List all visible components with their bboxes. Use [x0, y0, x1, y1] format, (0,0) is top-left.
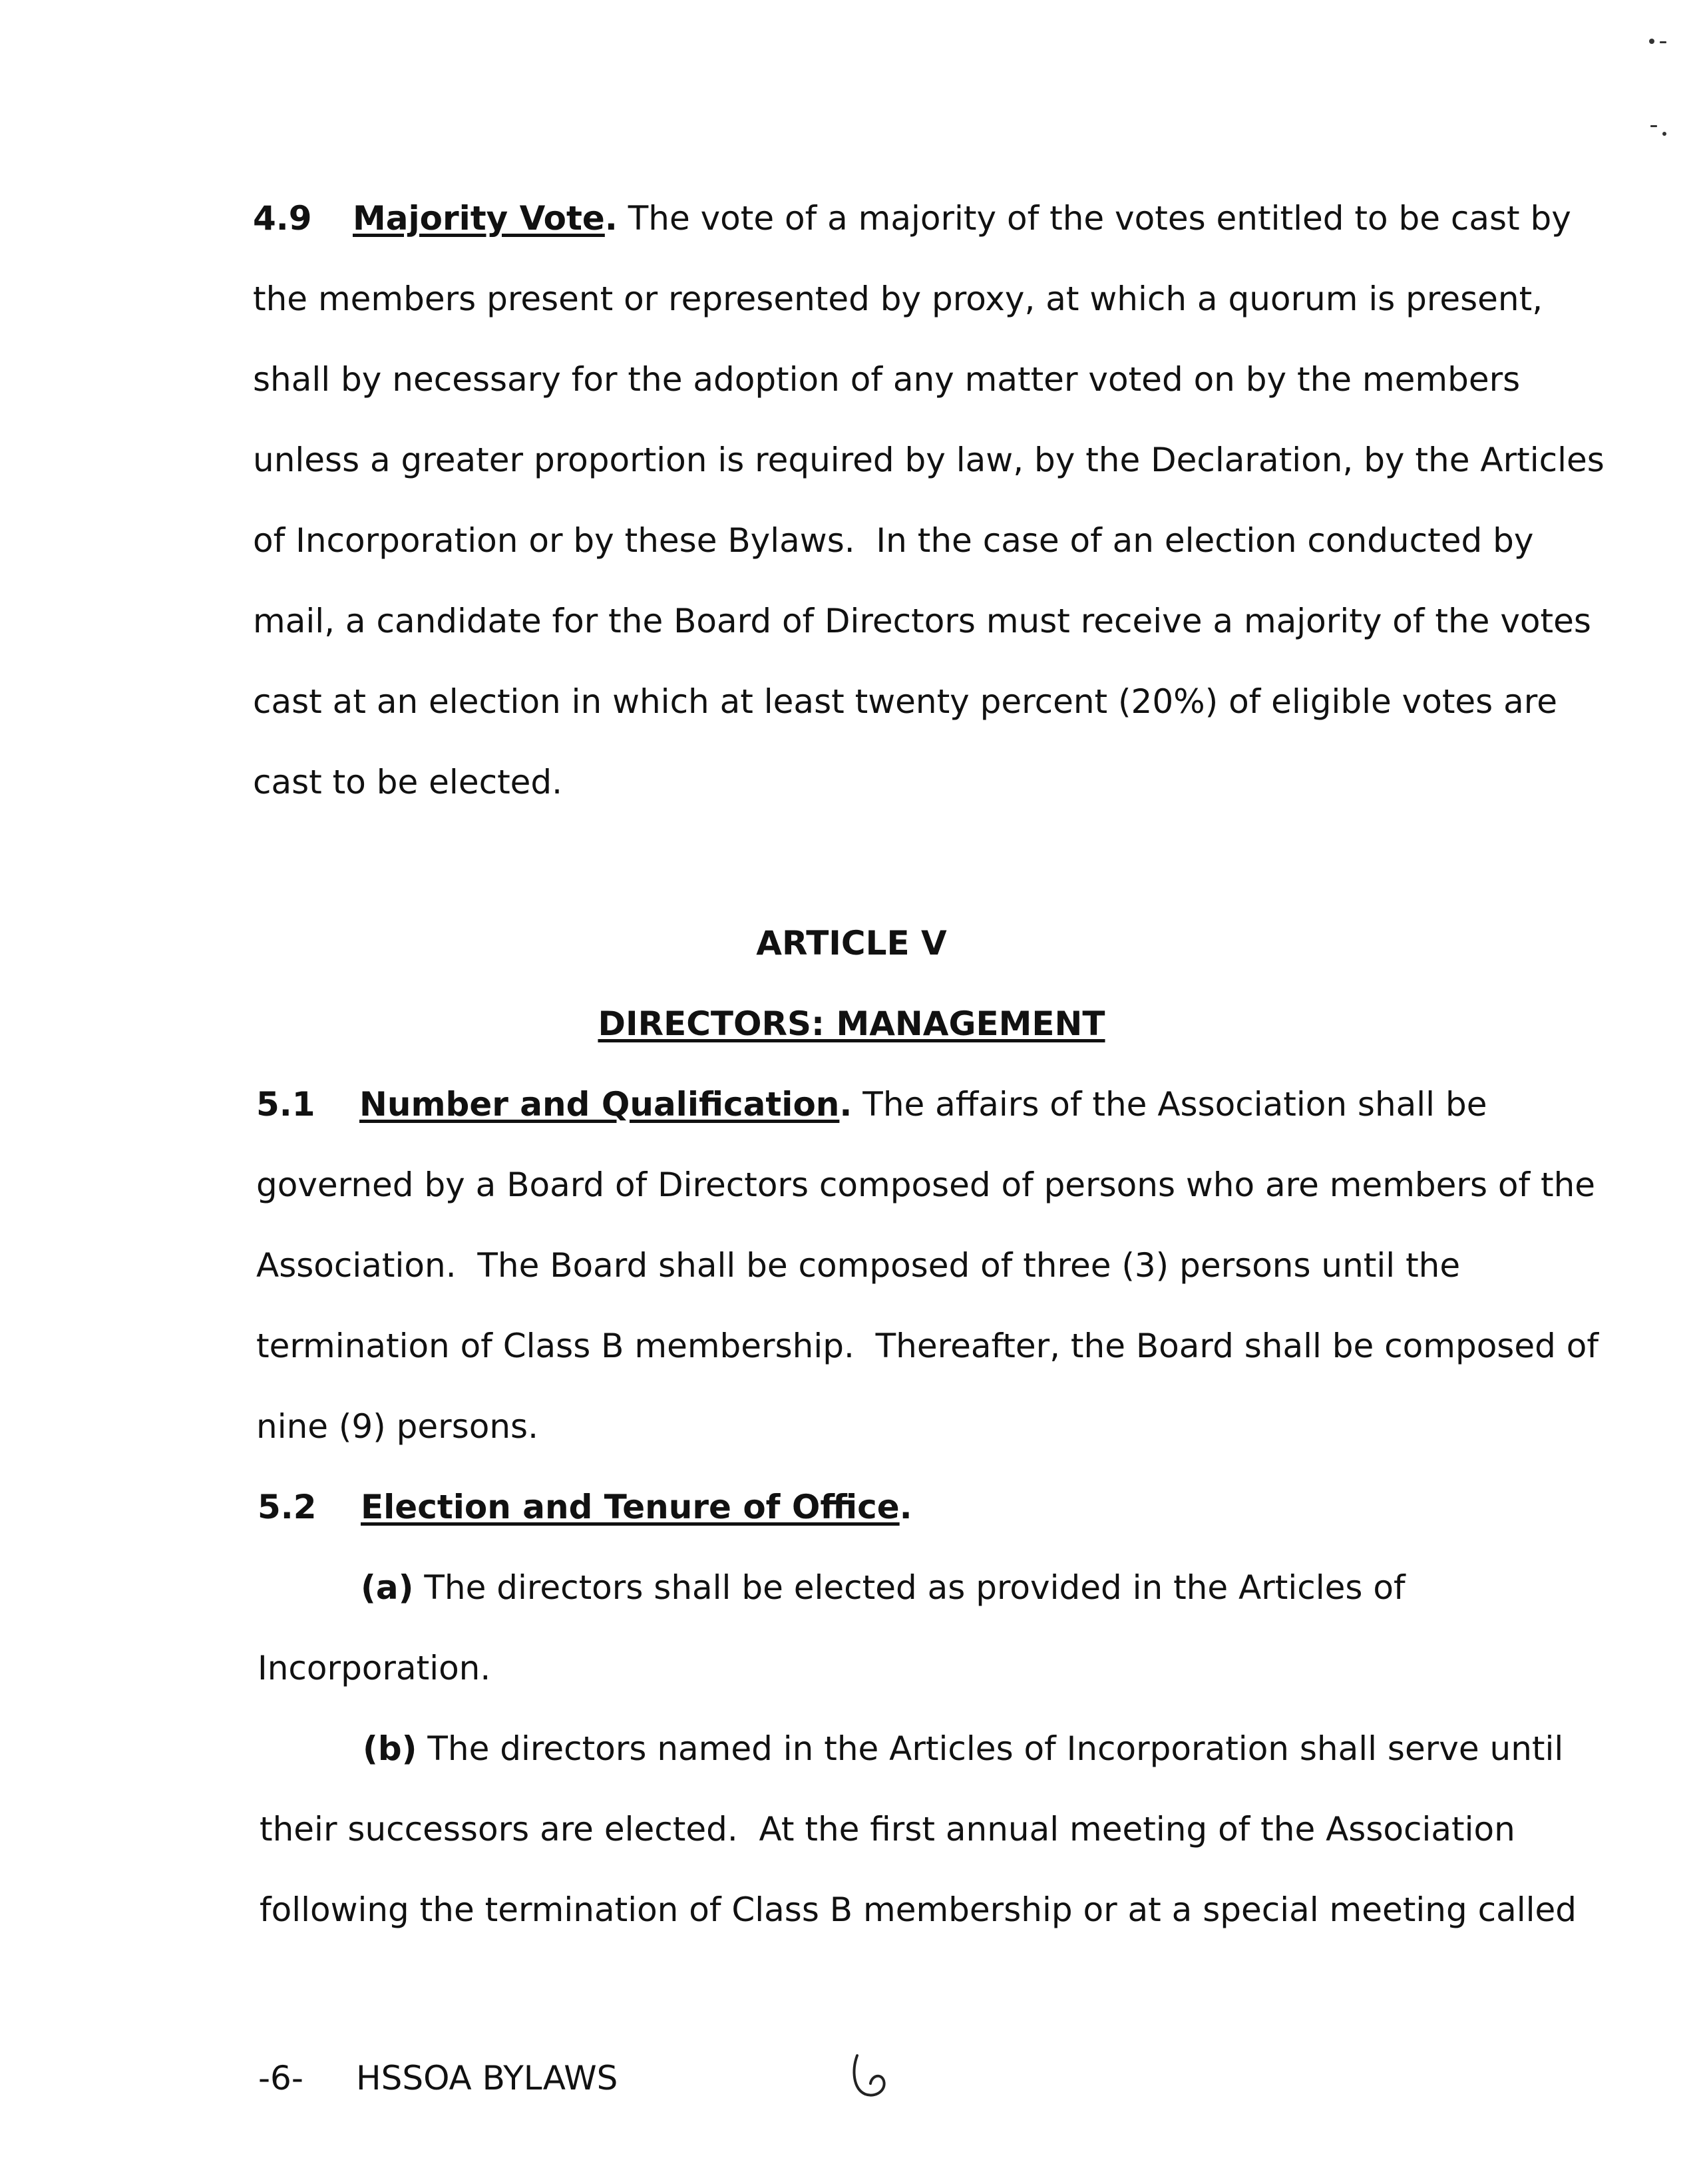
para-b-line-3: following the termination of Class B membership or at a special meeting called: [260, 1890, 1577, 1929]
handwritten-mark-icon: [845, 2050, 898, 2103]
section-5-1-line-1: [256, 1083, 1487, 1126]
article-subtitle: DIRECTORS: MANAGEMENT: [598, 1004, 1105, 1043]
para-label: (a): [361, 1568, 414, 1607]
body-text: The vote of a majority of the votes entitled to be cast by: [617, 199, 1571, 238]
section-4-9-line-6: mail, a candidate for the Board of Directors must receive a majority of the votes: [253, 602, 1591, 640]
scan-speck: [1662, 132, 1666, 136]
section-5-2-heading-line: [258, 1486, 1482, 1528]
para-b-line-2: their successors are elected. At the first annual meeting of the Association: [260, 1810, 1515, 1849]
para-a-line-2: Incorporation.: [258, 1649, 491, 1687]
heading-period: .: [839, 1085, 852, 1124]
article-title: ARTICLE V: [756, 924, 947, 963]
section-4-9-line-5: of Incorporation or by these Bylaws. In the case of an election conducted by: [253, 521, 1534, 560]
section-5-1-line-2: governed by a Board of Directors composed of persons who are members of the: [256, 1166, 1596, 1204]
heading-period: .: [604, 199, 618, 238]
section-5-1-line-5: nine (9) persons.: [256, 1407, 538, 1446]
heading-period: .: [899, 1488, 912, 1526]
section-4-9-line-8: cast to be elected.: [253, 763, 563, 801]
para-a-line-1: [258, 1566, 1482, 1609]
section-4-9-line-7: cast at an election in which at least twenty percent (20%) of eligible votes are: [253, 682, 1557, 721]
body-text: The affairs of the Association shall be: [852, 1085, 1487, 1124]
section-heading: Election and Tenure of Office: [361, 1488, 900, 1526]
scan-speck: [1650, 125, 1657, 127]
para-b-line-1: [260, 1727, 1564, 1770]
section-number: 4.9: [253, 199, 312, 238]
section-5-1-line-3: Association. The Board shall be composed of three (3) persons until the: [256, 1246, 1461, 1285]
footer-document-title: HSSOA BYLAWS: [356, 2059, 618, 2097]
section-4-9-line-3: shall by necessary for the adoption of any matter voted on by the members: [253, 360, 1521, 399]
scan-speck: [1660, 41, 1666, 43]
section-5-1-line-4: termination of Class B membership. Thereafter, the Board shall be composed of: [256, 1327, 1599, 1365]
scan-speck: [1649, 39, 1654, 44]
section-4-9-line-1: [253, 197, 1571, 240]
section-4-9-line-2: the members present or represented by proxy, at which a quorum is present,: [253, 280, 1543, 318]
section-number: 5.1: [256, 1085, 315, 1124]
section-number: 5.2: [258, 1488, 317, 1526]
para-label: (b): [363, 1729, 417, 1768]
section-heading: Number and Qualification: [359, 1085, 840, 1124]
body-text: The directors named in the Articles of Incorporation shall serve until: [417, 1729, 1564, 1768]
body-text: The directors shall be elected as provided in the Articles of: [413, 1568, 1406, 1607]
footer-page-number: -6-: [258, 2059, 303, 2097]
section-heading: Majority Vote: [353, 199, 605, 238]
section-4-9-line-4: unless a greater proportion is required by law, by the Declaration, by the Articles: [253, 441, 1605, 479]
